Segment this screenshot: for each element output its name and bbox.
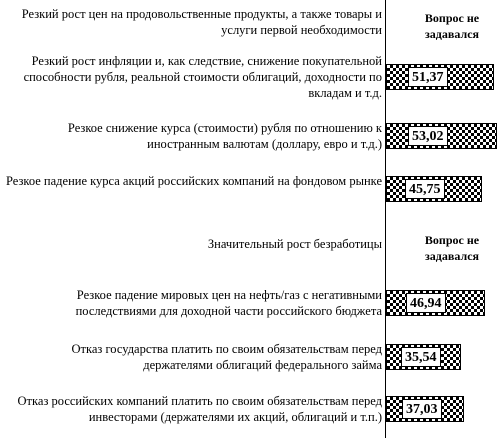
category-label: Резкий рост инфляции и, как следствие, снижение покупательной способности рубля, реальной стоимости облигаций, доходности по вкладам и т.д.: [23, 54, 382, 100]
category-label: Резкий рост цен на продовольственные продукты, а также товары и услуги первой необходимости: [21, 7, 382, 37]
data-label: 37,03: [402, 399, 442, 419]
category-label: Резкое снижение курса (стоимости) рубля по отношению к иностранным валютам (доллару, евро и т.д.): [67, 121, 382, 151]
data-label: 45,75: [405, 179, 445, 199]
category-label: Отказ государства платить по своим обязательствам перед держателями облигаций федерального займа: [71, 342, 382, 372]
not-asked-note: Вопрос не задавался: [424, 11, 480, 41]
category-label: Значительный рост безработицы: [207, 237, 382, 251]
category-label: Резкое падение мировых цен на нефть/газ с негативными последствиями для доходной части российского бюджета: [75, 288, 382, 318]
data-label: 35,54: [401, 347, 441, 367]
data-label: 51,37: [408, 67, 448, 87]
data-label: 46,94: [406, 293, 446, 313]
not-asked-note: Вопрос не задавался: [424, 233, 480, 263]
category-label: Отказ российских компаний платить по своим обязательствам перед инвесторами (держателями их акций, облигаций и т.п.): [17, 394, 382, 424]
category-label: Резкое падение курса акций российских компаний на фондовом рынке: [5, 174, 382, 188]
data-label: 53,02: [408, 126, 448, 146]
